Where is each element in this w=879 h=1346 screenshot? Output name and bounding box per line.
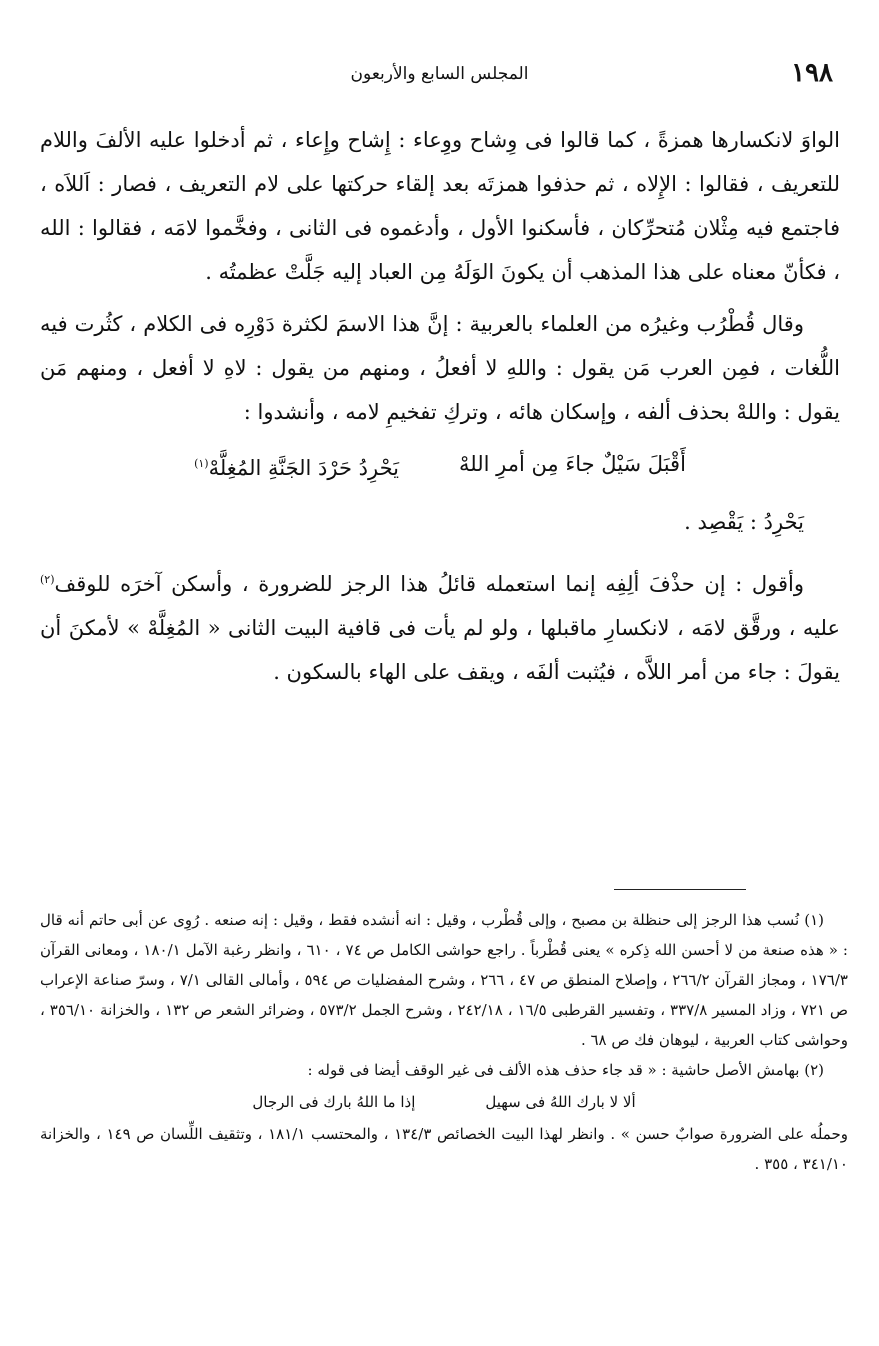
verse-first-hemistich: أَقْبَلَ سَيْلٌ جاءَ مِن أمرِ اللهْ xyxy=(458,452,686,476)
gloss-line: يَحْرِدُ : يَقْصِد . xyxy=(684,510,804,534)
running-title: المجلس السابع والأربعون xyxy=(350,64,529,84)
footnote-2-verse xyxy=(40,1087,848,1117)
footnote-2-continuation: وحملُه على الضرورة صوابٌ حسن » . وانظر لهذا البيت الخصائص ١٣٤/٣ ، والمحتسب ١٨١/١ ، وتثقيف اللِّسان ص ١٤٩ ، والخزانة ٣٤١/١٠ ، ٣٥٥ . xyxy=(40,1125,848,1173)
footnote-ref-2: (٢) xyxy=(40,573,55,586)
footnote-2: (٢) بهامش الأصل حاشية : « قد جاء حذف هذه الألف فى غير الوقف أيضا فى قوله : xyxy=(307,1061,824,1079)
running-header xyxy=(0,56,879,96)
verse-second-text: يَحْرِدُ حَرْدَ الجَنَّةِ المُغِلَّهْ xyxy=(208,456,399,480)
footnote-ref-1: (١) xyxy=(194,457,209,470)
footnote-divider xyxy=(614,889,746,890)
paragraph-1: الواوَ لانكسارها همزةً ، كما قالوا فى وِشاح ووِعاء : إِشاح وإِعاء ، ثم أدخلوا عليه الألفَ واللام للتعريف ، فقالوا : الإِلاه ، ثم حذفوا همزتَه بعد إلقاء حركتها على لام التعريف ، فصار : اَللاَه ، فاجتمع فيه مِثْلان مُتحرِّكان ، فأسكنوا الأول ، وأدغموه فى الثانى ، وفخَّموا لامَه ، فقالوا : الله ، فكأنّ معناه على هذا المذهب أن يكونَ الوَلَهُ مِن العباد إليه جَلَّتْ عظمتُه . xyxy=(40,128,840,284)
paragraph-2: وقال قُطْرُب وغيرُه من العلماء بالعربية : إنَّ هذا الاسمَ لكثرة دَوْرِه فى الكلام ، كثُرت فيه اللُّغات ، فمِن العرب مَن يقول : واللهِ لا أفعلُ ، ومنهم من يقول : لاهِ لا أفعل ، ومنهم مَن يقول : واللهْ بحذف ألفه ، وإسكان هائه ، وتركِ تفخيمِ لامه ، وأنشدوا : xyxy=(40,312,840,424)
paragraph-3-part-b: عليه ، ورقَّق لامَه ، لانكسارِ ماقبلها ، ولو لم يأت فى قافية البيت الثانى « المُغِلَّهْ » لأمكنَ أن يقولَ : جاء من أمر اللاَّه ، فيُثبت ألفَه ، ويقف على الهاء بالسكون . xyxy=(40,616,840,684)
paragraph-3 xyxy=(40,558,840,694)
verse-line xyxy=(40,440,840,492)
footnote-verse-first: ألا لا بارك اللهُ فى سهيل xyxy=(485,1093,636,1111)
verse-second-hemistich xyxy=(194,440,399,492)
footnote-1: (١) نُسب هذا الرجز إلى حنظلة بن مصبح ، وإلى قُطْرب ، وقيل : انه أنشده فقط ، وقيل : إنه صنعه . رُوِى عن أبى حاتم أنه قال : « هذه صنعة من لا أحسن الله ذِكره » يعنى قُطْرباً . راجع حواشى الكامل ص ٧٤ ، ٦١٠ ، وانظر رغبة الآمل ١٨٠/١ ، ومعانى القرآن ١٧٦/٣ ، ومجاز القرآن ٢٦٦/٢ ، وإصلاح المنطق ص ٤٧ ، ٢٦٦ ، وشرح المفضليات ص ٥٩٤ ، وأمالى القالى ٧/١ ، وسرّ صناعة الإعراب ص ٧٢١ ، وزاد المسير ٣٣٧/٨ ، وتفسير القرطبى ١٦/٥ ، ٢٤٢/١٨ ، وشرح الجمل ٥٧٣/٢ ، وضرائر الشعر ص ١٣٢ ، والخزانة ٣٥٦/١٠ ، وحواشى كتاب العربية ، ليوهان فك ص ٦٨ . xyxy=(40,911,849,1049)
main-text xyxy=(40,118,840,694)
paragraph-3-part-a: وأقول : إن حذْفَ ألِفِه إنما استعمله قائلُ هذا الرجز للضرورة ، وأسكن آخرَه للوقف xyxy=(54,572,804,596)
page-number: ١٩٨ xyxy=(791,58,833,88)
footnote-verse-second: إذا ما اللهُ بارك فى الرجال xyxy=(252,1093,416,1111)
footnotes xyxy=(40,905,848,1179)
